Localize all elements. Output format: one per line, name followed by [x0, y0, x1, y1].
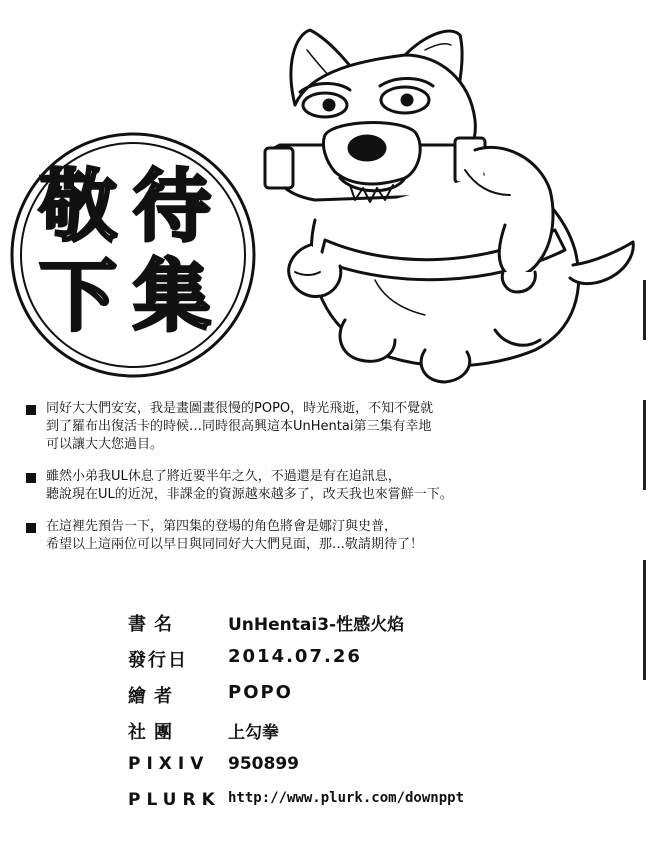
title-value: UnHentai3-性感火焰: [228, 615, 405, 635]
note-item: [24, 518, 624, 554]
circle-label: 社團: [128, 722, 180, 743]
bullet-square-icon: [26, 473, 36, 483]
note-line: 希望以上這兩位可以早日與同同好大大們見面，那…敬請期待了！: [46, 537, 424, 552]
to-be-continued-badge: [8, 130, 258, 380]
author-notes: [24, 400, 624, 568]
note-line: 在這裡先預告一下，第四集的登場的角色將會是娜汀與史普，: [46, 519, 398, 534]
circle-value: 上勾拳: [228, 723, 279, 743]
publication-info: [128, 610, 608, 826]
note-line: 聽說現在UL的近況，非課金的資源越來越多了，改天我也來嘗鮮一下。: [46, 487, 453, 502]
badge-text-line-2: 下集: [38, 252, 227, 342]
note-item: [24, 400, 624, 454]
edge-mark: [643, 280, 646, 340]
info-row-date: [128, 646, 608, 682]
note-line: 到了羅布出復活卡的時候…同時很高興這本UnHentai第三集有幸地: [46, 419, 432, 434]
info-row-circle: [128, 718, 608, 754]
info-row-plurk: [128, 790, 608, 826]
note-line: 可以讓大大您過目。: [46, 437, 164, 452]
note-line: 同好大大們安安，我是畫圖畫很慢的POPO，時光飛逝，不知不覺就: [46, 401, 434, 416]
bullet-square-icon: [26, 523, 36, 533]
edge-mark: [643, 400, 646, 490]
badge-text-line-1: 敬待: [38, 162, 227, 252]
dog-character-illustration: [255, 10, 640, 385]
artist-label: 繪者: [128, 686, 180, 707]
date-label: 發行日: [128, 650, 188, 671]
edge-mark: [643, 560, 646, 680]
artist-value: POPO: [228, 682, 293, 703]
note-line: 雖然小弟我UL休息了將近要半年之久，不過還是有在追訊息，: [46, 469, 401, 484]
plurk-label: PLURK: [128, 790, 221, 810]
bullet-square-icon: [26, 405, 36, 415]
info-row-pixiv: [128, 754, 608, 790]
pixiv-value: 950899: [228, 754, 299, 774]
note-item: [24, 468, 624, 504]
title-label: 書名: [128, 614, 180, 635]
info-row-title: [128, 610, 608, 646]
info-row-artist: [128, 682, 608, 718]
date-value: 2014.07.26: [228, 646, 362, 667]
pixiv-label: PIXIV: [128, 754, 210, 774]
plurk-link[interactable]: http://www.plurk.com/downppt: [228, 790, 465, 806]
